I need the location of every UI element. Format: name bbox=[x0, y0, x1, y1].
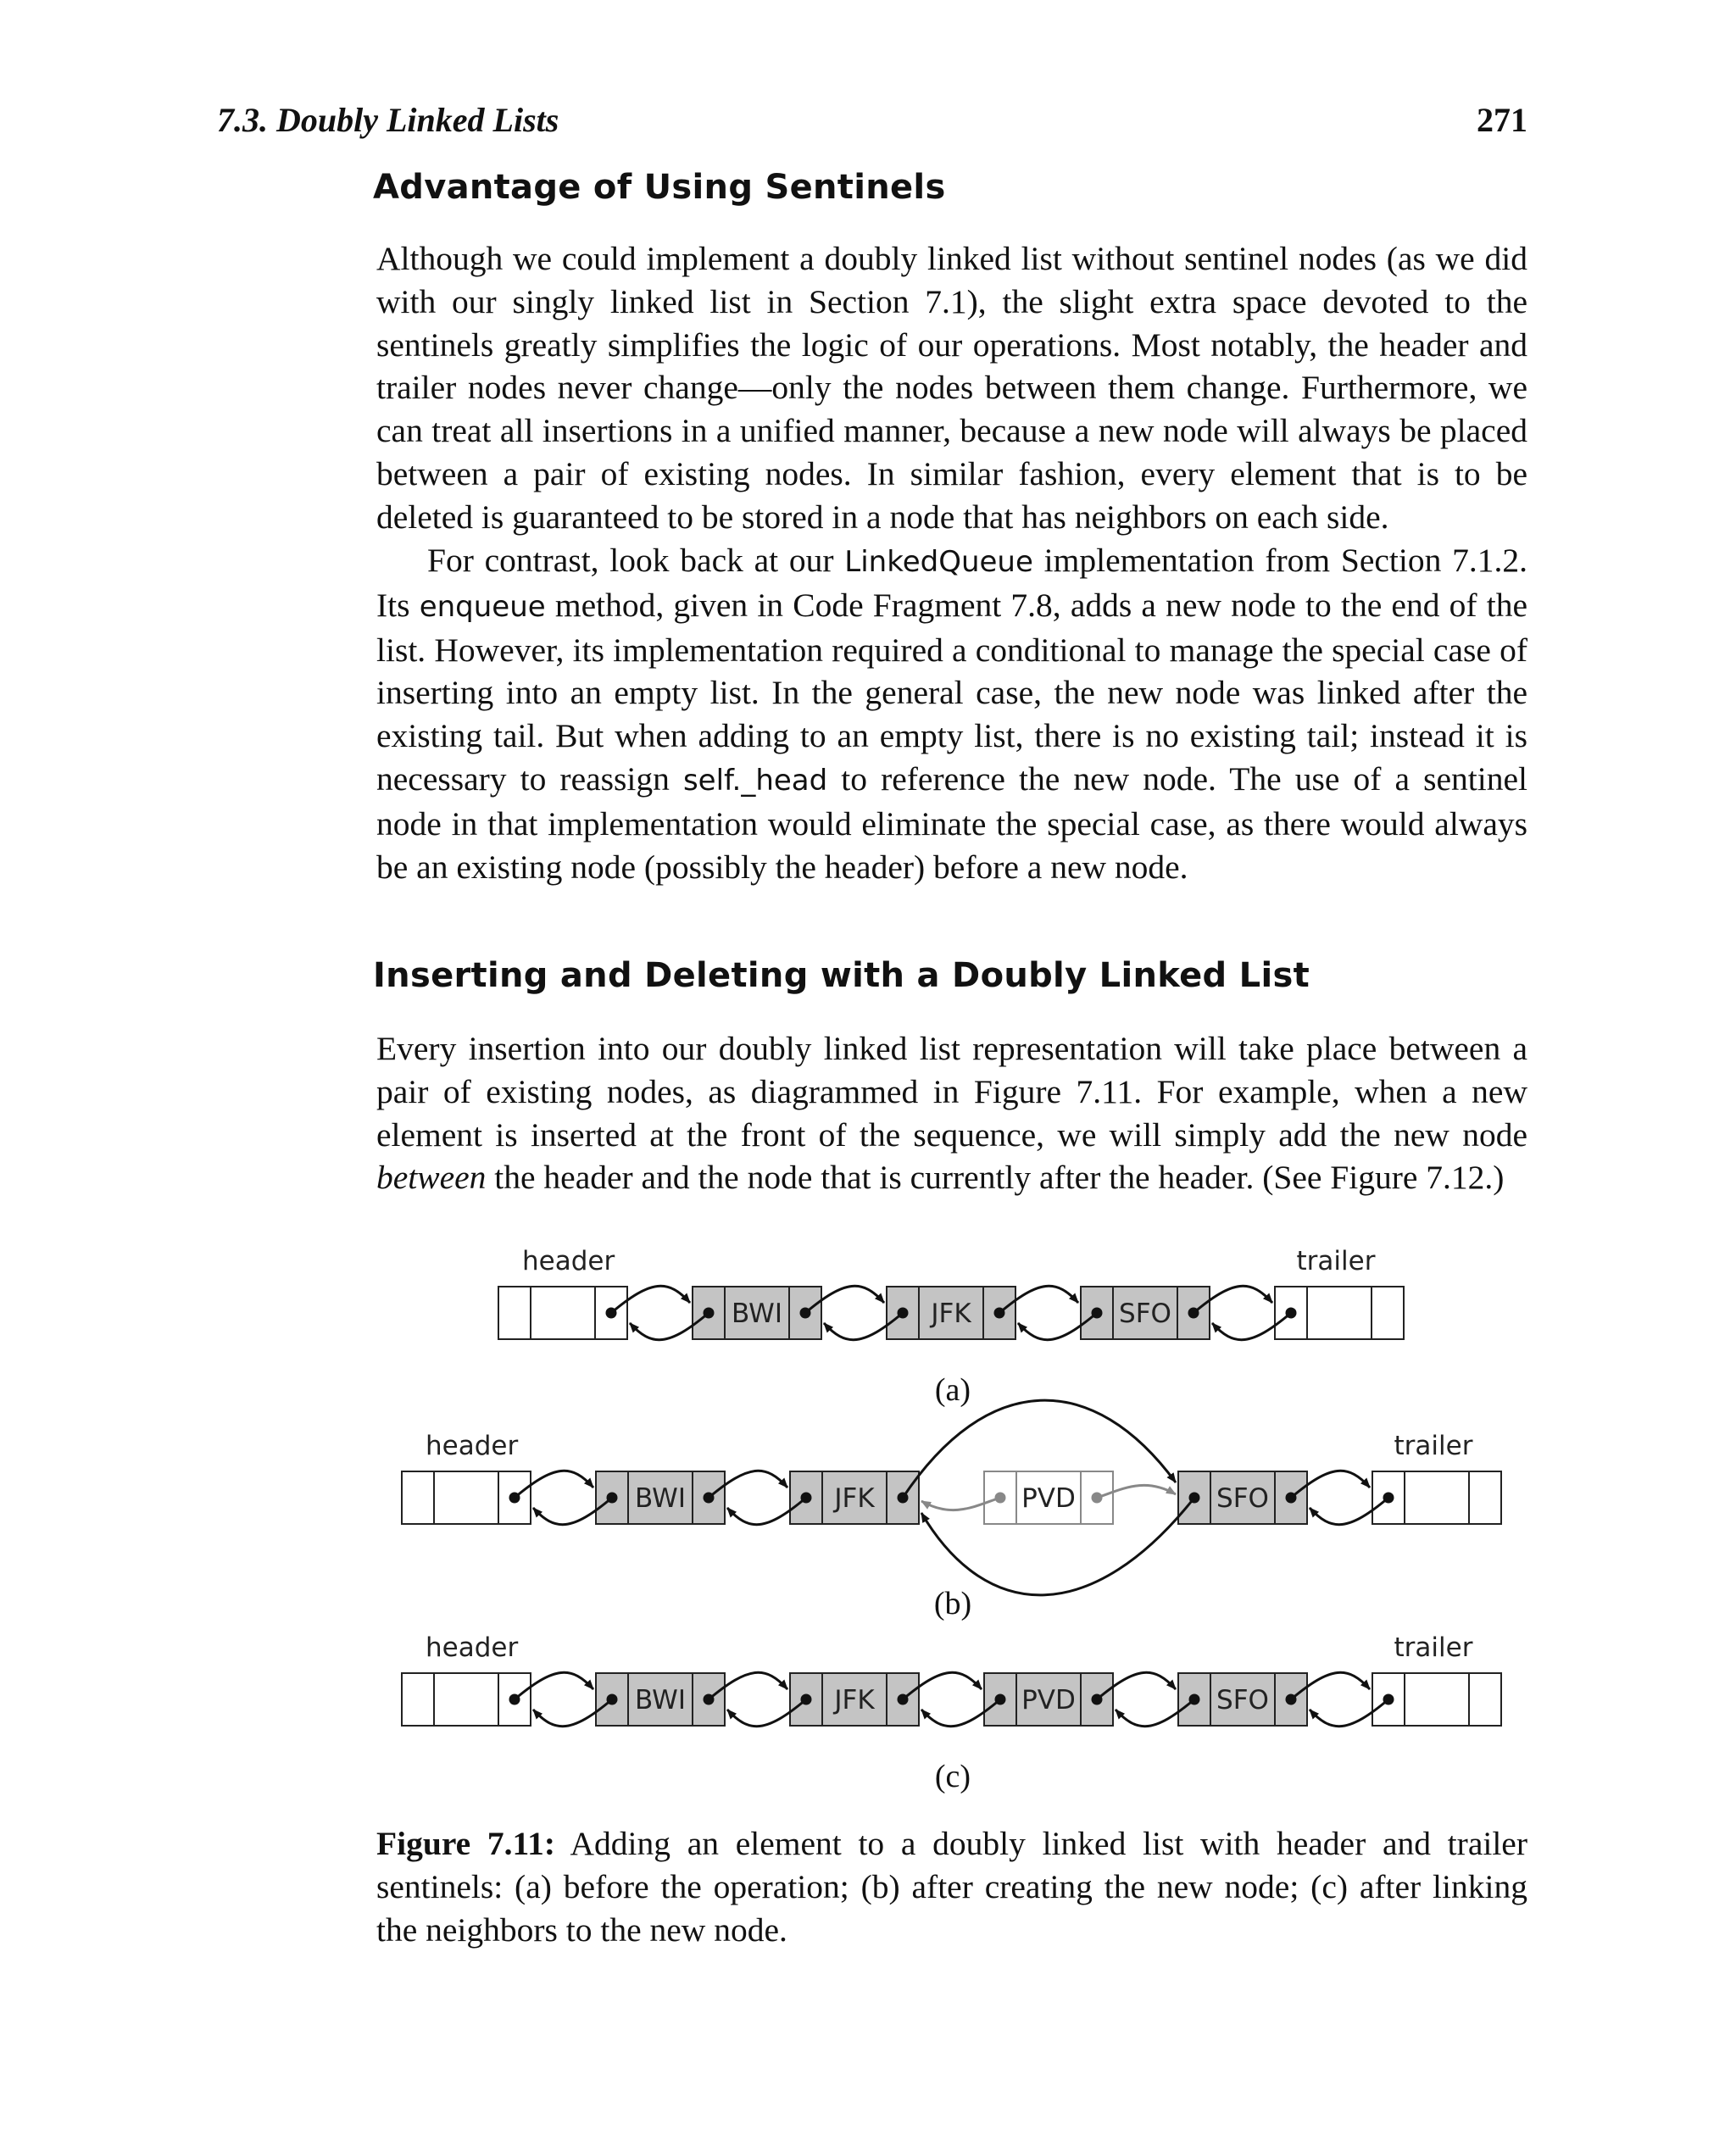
fig-a-caption: (a) bbox=[934, 1372, 971, 1408]
fig-c-caption: (c) bbox=[934, 1759, 971, 1794]
fig-b-header-label: header bbox=[426, 1431, 519, 1461]
fig-b-node-sfo-label: SFO bbox=[1216, 1483, 1269, 1514]
fig-c-header-label: header bbox=[426, 1632, 519, 1663]
fig-b-caption: (b) bbox=[933, 1586, 972, 1621]
section-title: 7.3. Doubly Linked Lists bbox=[217, 101, 559, 139]
fig-c-node-pvd-label: PVD bbox=[1021, 1685, 1076, 1716]
code-self-head: self._head bbox=[682, 763, 828, 798]
fig-a-node-sfo-label: SFO bbox=[1119, 1299, 1171, 1329]
figure-caption bbox=[376, 1822, 1527, 1951]
heading-inserting: Inserting and Deleting with a Doubly Linked List bbox=[373, 956, 1310, 995]
code-enqueue: enqueue bbox=[419, 589, 546, 624]
paragraph-sentinels-2: For contrast, look back at our LinkedQueue implementation from Section 7.1.2. Its enqueue method, given in Code Fragment 7.8, adds a new node to the end of the list. However, its implementation required a conditional to manage the special case of inserting into an empty list. In the general case, the new node was linked after the existing tail. But when adding to an empty list, there is no existing tail; instead it is necessary to reassign self._head to reference the new node. The use of a sentinel node in that implementation would eliminate the special case, as there would always be an existing node (possibly the header) before a new node. bbox=[376, 542, 1527, 886]
paragraph-sentinels-1: Although we could implement a doubly linked list without sentinel nodes (as we did with our singly linked list in Section 7.1), the slight extra space devoted to the sentinels greatly simplifies the logic of our operations. Most notably, the header and trailer nodes never change—only the nodes between them change. Furthermore, we can treat all insertions in a unified manner, because a new node will always be placed between a pair of existing nodes. In similar fashion, every element that is to be deleted is guaranteed to be stored in a node that has neighbors on each side. bbox=[376, 240, 1527, 536]
fig-b-node-bwi-label: BWI bbox=[635, 1483, 686, 1514]
fig-b-node-pvd-label: PVD bbox=[1021, 1483, 1076, 1514]
caption-label: Figure 7.11: bbox=[376, 1825, 555, 1862]
code-linkedqueue: LinkedQueue bbox=[844, 545, 1033, 579]
fig-a-header-label: header bbox=[522, 1246, 615, 1276]
fig-c-node-sfo-label: SFO bbox=[1216, 1685, 1269, 1716]
fig-a-node-bwi-label: BWI bbox=[732, 1299, 782, 1329]
fig-a-trailer-label: trailer bbox=[1296, 1246, 1376, 1276]
fig-b-trailer-label: trailer bbox=[1394, 1431, 1473, 1461]
caption-text: Adding an element to a doubly linked list with header and trailer sentinels: (a) before the operation; (b) after creating the new node; (c) after linking the neighbors to the new node. bbox=[376, 1825, 1527, 1949]
fig-a-node-jfk-label: JFK bbox=[931, 1299, 971, 1329]
page-number: 271 bbox=[1477, 101, 1527, 139]
fig-c-trailer-label: trailer bbox=[1394, 1632, 1473, 1663]
fig-b-node-jfk-label: JFK bbox=[834, 1483, 875, 1514]
heading-sentinels: Advantage of Using Sentinels bbox=[373, 168, 946, 207]
fig-c-node-bwi-label: BWI bbox=[635, 1685, 686, 1716]
fig-c-node-jfk-label: JFK bbox=[834, 1685, 875, 1716]
paragraph-inserting: Every insertion into our doubly linked list representation will take place between a pair of existing nodes, as diagrammed in Figure 7.11. For example, when a new element is inserted at the front of the sequence, we will simply add the new node between the header and the node that is currently after the header. (See Figure 7.12.) bbox=[376, 1030, 1527, 1197]
